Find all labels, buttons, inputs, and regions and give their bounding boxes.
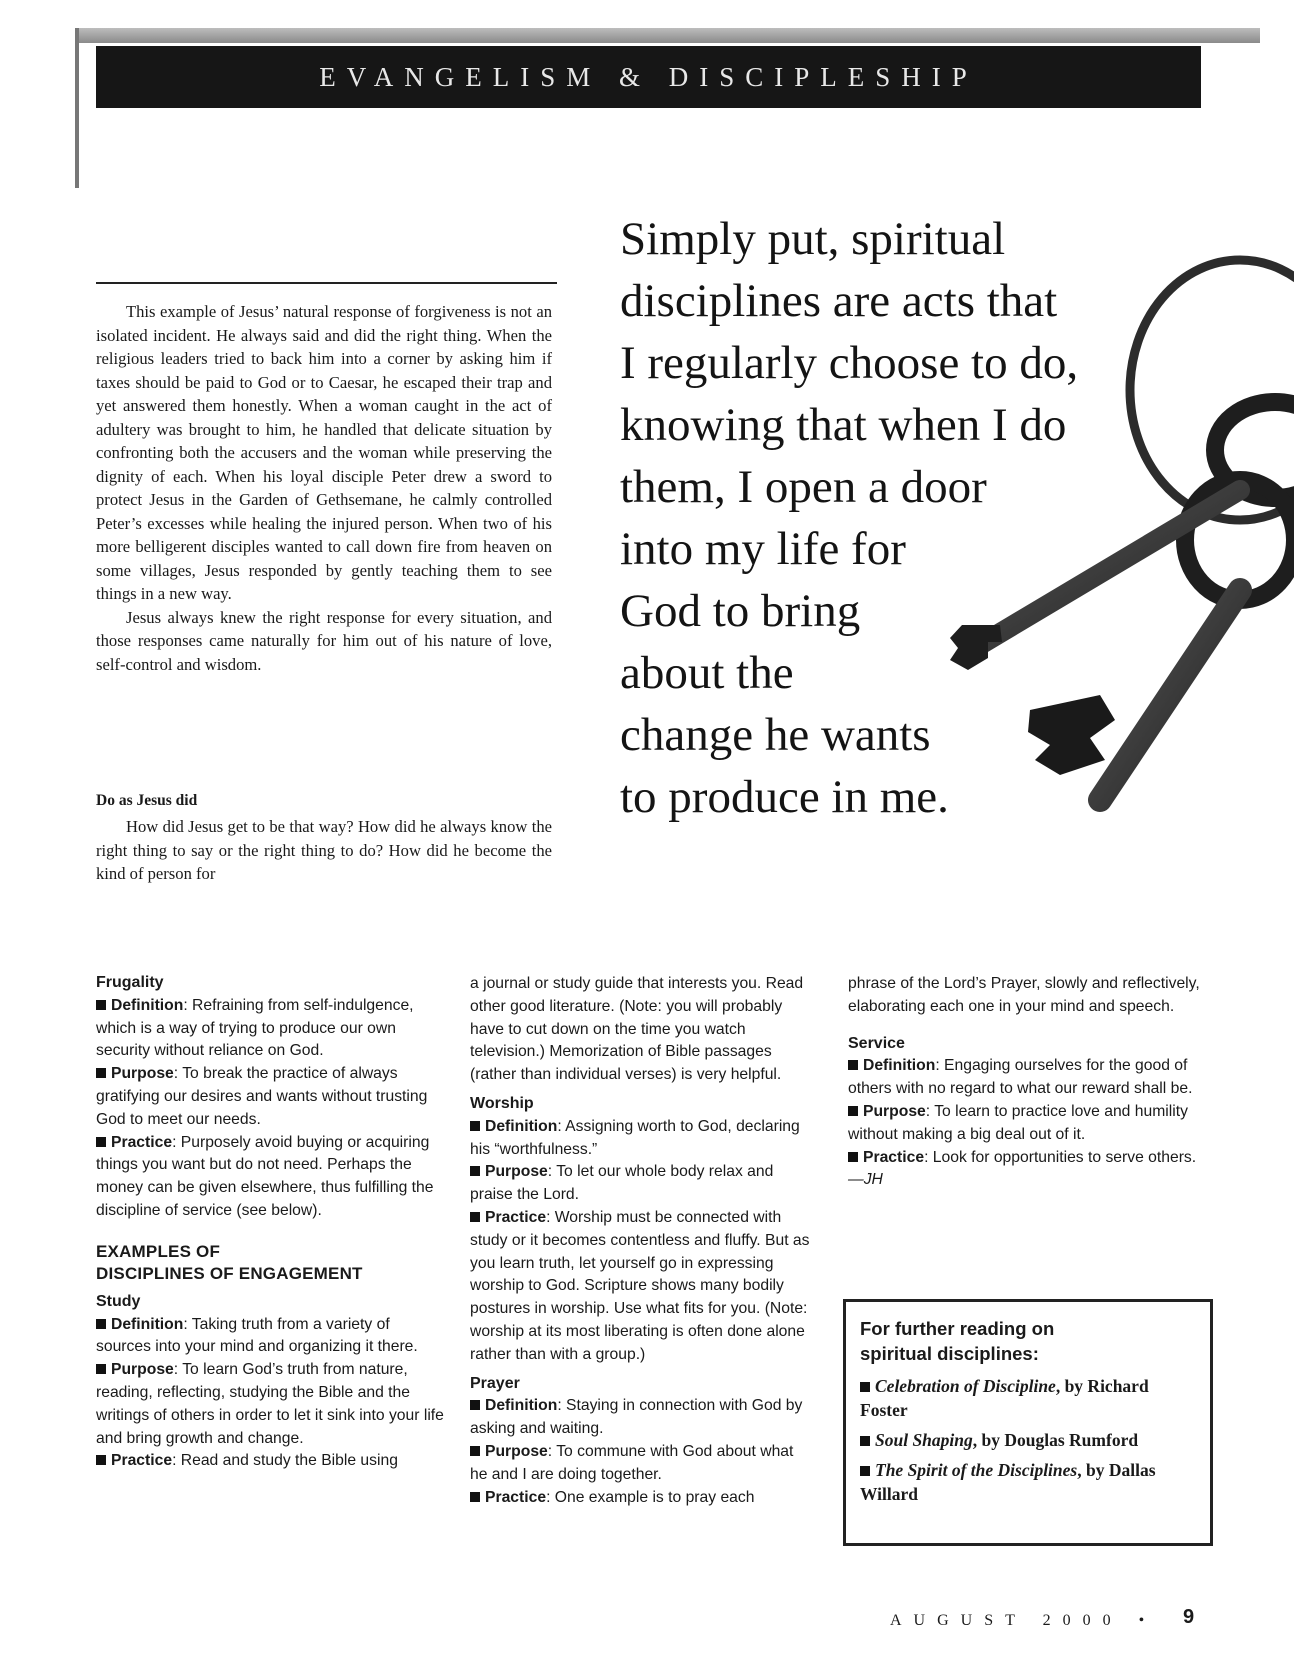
bullet-square-icon: [848, 1106, 858, 1116]
column-2: [470, 973, 815, 1509]
bullet-square-icon: [848, 1152, 858, 1162]
pull-quote-line: God to bring: [620, 585, 861, 637]
pull-quote-line: to produce in me.: [620, 771, 949, 823]
intro-paragraph: This example of Jesus’ natural response of forgiveness is not an isolated incident. He always said and did the right thing. When the religious leaders tried to back him into a corner by asking him if taxes should be paid to God or to Caesar, he escaped their trap and yet answered them honestly. When a woman caught in the act of adultery was brought to him, he handled that delicate situation by confronting both the accusers and the woman while preserving the dignity of each. When his loyal disciple Peter drew a sword to protect Jesus in the Garden of Gethsemane, he calmly controlled Peter’s excesses while healing the injured person. When two of his more belligerent disciples wanted to call down fire from heaven on some villages, Jesus responded by gently teaching them to see things in a new way.: [96, 302, 552, 603]
bullet-square-icon: [96, 1137, 106, 1147]
pull-quote-line: about the: [620, 647, 794, 699]
bullet-square-icon: [96, 1000, 106, 1010]
study-purpose: Purpose: To learn God’s truth from nature, reading, reflecting, studying the Bible and the writings of others in order to let it sink into your life and bring growth and change.: [96, 1361, 444, 1447]
pull-quote-line: I regularly choose to do,: [620, 337, 1079, 389]
bullet-square-icon: [470, 1400, 480, 1410]
heading-service: Service: [848, 1034, 905, 1052]
column-rule: [96, 282, 557, 284]
prayer-definition: Definition: Staying in connection with God by asking and waiting.: [470, 1397, 803, 1438]
bullet-square-icon: [848, 1060, 858, 1070]
pull-quote-line: Simply put, spiritual: [620, 213, 1006, 265]
do-as-jesus-text: [96, 815, 552, 886]
study-practice-continued: a journal or study guide that interests you. Read other good literature. (Note: you will probably have to cut down on the time you watch television.) Memorization of Bible passages (rather than individual verses) is very helpful.: [470, 975, 804, 1084]
bullet-square-icon: [470, 1446, 480, 1456]
intro-paragraph: Jesus always knew the right response for every situation, and those responses came naturally for him out of his nature of love, self-control and wisdom.: [96, 607, 552, 674]
footer-separator: •: [1138, 1612, 1157, 1629]
bullet-square-icon: [860, 1382, 870, 1392]
heading-frugality: Frugality: [96, 974, 164, 991]
key-bit-icon: [1028, 695, 1115, 775]
bullet-square-icon: [470, 1212, 480, 1222]
book-item: Celebration of Discipline, by Richard Foster: [860, 1376, 1149, 1420]
page-number: 9: [1183, 1606, 1195, 1628]
heading-examples-engagement: EXAMPLES OF DISCIPLINES OF ENGAGEMENT: [96, 1241, 363, 1283]
pull-quote-line: knowing that when I do: [620, 399, 1067, 451]
bullet-square-icon: [470, 1166, 480, 1176]
book-item: The Spirit of the Disciplines, by Dallas Willard: [860, 1460, 1156, 1504]
author-signature: —JH: [848, 1171, 883, 1189]
heading-study: Study: [96, 1292, 141, 1310]
prayer-practice-continued: phrase of the Lord’s Prayer, slowly and reflectively, elaborating each one in your mind and speech.: [848, 975, 1200, 1015]
prayer-practice: Practice: One example is to pray each: [470, 1487, 815, 1510]
bullet-square-icon: [470, 1492, 480, 1502]
bullet-square-icon: [860, 1436, 870, 1446]
heading-worship: Worship: [470, 1094, 534, 1112]
bullet-square-icon: [96, 1068, 106, 1078]
column-3: [848, 973, 1208, 1192]
top-rule: [75, 28, 1260, 43]
book-item: Soul Shaping, by Douglas Rumford: [860, 1428, 1198, 1452]
study-definition: Definition: Taking truth from a variety of sources into your mind and organizing it there.: [96, 1315, 418, 1356]
section-banner: EVANGELISM & DISCIPLESHIP: [96, 46, 1201, 108]
heading-prayer: Prayer: [470, 1374, 520, 1392]
bullet-square-icon: [96, 1364, 106, 1374]
further-reading-box: [843, 1299, 1213, 1546]
subheading-do-as-jesus: Do as Jesus did: [96, 792, 198, 809]
body-paragraph: How did Jesus get to be that way? How did he always know the right thing to say or the right thing to do? How did he become the kind of person for: [96, 817, 552, 883]
left-rule: [75, 28, 79, 188]
bullet-square-icon: [96, 1319, 106, 1329]
study-practice: Practice: Read and study the Bible using: [96, 1450, 446, 1473]
intro-text: [96, 300, 552, 676]
frugality-definition: Definition: Refraining from self-indulgence, which is a way of trying to produce our own security without reliance on God.: [96, 996, 414, 1060]
pull-quote-line: change he wants: [620, 709, 931, 761]
further-reading-title: For further reading on spiritual disciplines:: [860, 1318, 1055, 1364]
service-purpose: Purpose: To learn to practice love and humility without making a big deal out of it.: [848, 1102, 1188, 1143]
worship-purpose: Purpose: To let our whole body relax and praise the Lord.: [470, 1163, 774, 1204]
bullet-square-icon: [96, 1455, 106, 1465]
keys-illustration: [940, 240, 1294, 870]
worship-definition: Definition: Assigning worth to God, declaring his “worthfulness.”: [470, 1117, 800, 1158]
bullet-square-icon: [860, 1466, 870, 1476]
key-shaft-icon: [1100, 590, 1240, 800]
pull-quote-line: into my life for: [620, 523, 906, 575]
prayer-purpose: Purpose: To commune with God about what he and I are doing together.: [470, 1442, 794, 1483]
worship-practice: Practice: Worship must be connected with study or it becomes contentless and fluffy. But as you learn truth, let yourself go in expressing worship to God. Scripture shows many bodily postures in worship. Use what fits for you. (Note: worship at its most liberating is often done alone rather than with a group.): [470, 1208, 810, 1363]
service-definition: Definition: Engaging ourselves for the good of others with no regard to what our reward shall be.: [848, 1057, 1193, 1098]
service-practice: Practice: Look for opportunities to serve others. —JH: [848, 1148, 1197, 1189]
pull-quote-line: them, I open a door: [620, 461, 987, 513]
bullet-square-icon: [470, 1121, 480, 1131]
frugality-purpose: Purpose: To break the practice of always gratifying our desires and wants without trusting God to meet our needs.: [96, 1065, 428, 1128]
frugality-practice: Practice: Purposely avoid buying or acquiring things you want but do not need. Perhaps the money can be given elsewhere, thus fulfilling the discipline of service (see below).: [96, 1133, 434, 1219]
column-1: [96, 970, 446, 1473]
pull-quote-line: disciplines are acts that: [620, 275, 1058, 327]
footer-issue: AUGUST 2000 •: [890, 1612, 1157, 1629]
